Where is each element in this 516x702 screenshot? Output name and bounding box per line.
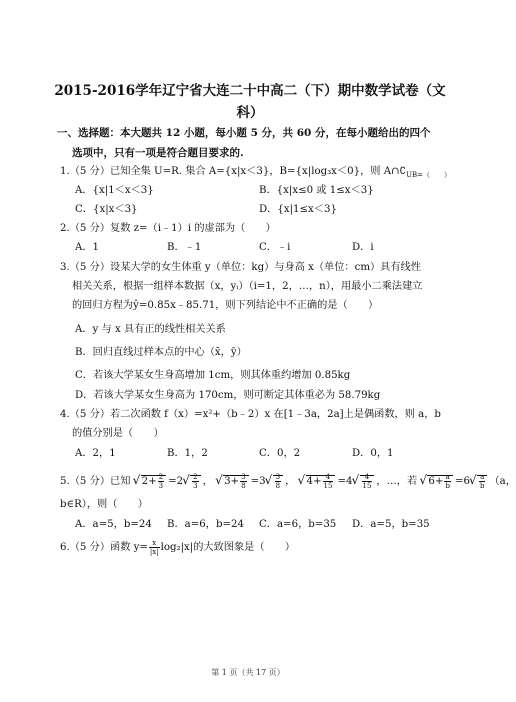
question-6-prefix: 6.（5 分）函数 y= <box>60 542 148 553</box>
question-3-option-c: C．若该大学某女生身高增加 1cm，则其体重约增加 0.85kg <box>75 370 351 381</box>
question-4-stem-line2: 的值分别是（ ） <box>72 428 164 439</box>
radical-expression-8: √ $\frac{a}{b}$ <box>470 471 487 493</box>
question-3-option-a: A．y 与 x 具有正的线性相关关系 <box>75 324 226 335</box>
radical-expression-3: √ 3+ $\frac{3}{8}$ <box>216 471 249 493</box>
question-4-option-c: C．0，2 <box>259 448 301 459</box>
question-4-option-a: A．2，1 <box>75 448 116 459</box>
question-2-option-d: D．i <box>352 242 374 253</box>
section-heading-line1: 一、选择题：本大题共 12 小题，每小题 5 分，共 60 分，在每小题给出的四个 <box>57 127 431 139</box>
question-2-stem: 2.（5 分）复数 z=（i﹣1）i 的虚部为（ ） <box>60 223 276 234</box>
question-2-option-a: A．1 <box>75 242 100 253</box>
question-1-option-d: D．{x|1≤x＜3} <box>259 204 337 215</box>
question-5-suffix: ，…，若 <box>376 476 418 487</box>
question-1-option-b: B．{x|x≤0 或 1≤x＜3} <box>259 185 374 196</box>
question-2-option-b: B．﹣1 <box>167 242 202 253</box>
radical-expression-2: √ $\frac{2}{3}$ <box>183 471 200 493</box>
question-1-text: 1.（5 分）已知全集 U=R. 集合 A={x|x＜3}，B={x|log₃x＜0}，则 A∩∁ <box>60 166 407 177</box>
question-5-option-d: D．a=5，b=35 <box>352 519 430 530</box>
question-5-option-c: C．a=6，b=35 <box>259 519 337 530</box>
question-6-fraction: $\frac{x}{|x|}$ <box>149 538 159 556</box>
question-5-prefix: 5.（5 分）已知 <box>60 476 131 487</box>
radical-expression-6: √ $\frac{4}{15}$ <box>353 471 375 493</box>
question-6-stem <box>60 538 295 558</box>
radical-expression-7: √ 6+ $\frac{a}{b}$ <box>420 471 453 493</box>
radical-expression-4: √ $\frac{3}{8}$ <box>266 471 283 493</box>
question-1-stem <box>60 165 451 182</box>
question-5-stem-line1: 5.（5 分）已知 √ 2+ $\frac{2}{3}$ =2 √ $\frac{2}{3}$ ， √ 3+ $\frac{3}{8}$ =3 √ $\frac{3}{8}$ ， √ 4+ $\frac{4}{15}$ =4 √ $\frac{4}{15}$ ，…，若 √ 6+ $\frac{a}{b}$ =6 √ $\frac{a}{b}$ （a， <box>60 471 516 493</box>
page-footer: 第 1 页（共 17 页） <box>211 668 285 677</box>
question-3-stem-line3: 的回归方程为ŷ=0.85x﹣85.71，则下列结论中不正确的是（ ） <box>72 300 379 311</box>
question-4-option-b: B．1，2 <box>167 448 208 459</box>
question-2-option-c: C．﹣i <box>259 242 291 253</box>
radical-expression-5: √ 4+ $\frac{4}{15}$ <box>299 471 336 493</box>
exam-title-line1: 2015-2016学年辽宁省大连二十中高二（下）期中数学试卷（文 <box>54 83 446 99</box>
question-5-stem-line2: b∈R），则（ ） <box>60 499 148 510</box>
question-3-option-d: D．若该大学某女生身高为 170cm，则可断定其体重必为 58.79kg <box>75 390 381 401</box>
section-heading-line2: 选项中，只有一项是符合题目要求的. <box>72 147 244 159</box>
question-3-stem-line2: 相关关系，根据一组样本数据（x，yᵢ）（i=1，2，…，n），用最小二乘法建立 <box>72 281 423 292</box>
question-6-tail: log₂|x|的大致图象是（ ） <box>160 542 296 553</box>
question-1-option-c: C．{x|x＜3} <box>75 204 138 215</box>
question-4-stem-line1: 4.（5 分）若二次函数 f（x）=x²+（b﹣2）x 在[1﹣3a，2a]上是偶函数，则 a，b <box>60 409 441 420</box>
question-5-option-a: A．a=5，b=24 <box>75 519 152 530</box>
question-3-stem-line1: 3.（5 分）设某大学的女生体重 y（单位：kg）与身高 x（单位：cm）具有线性 <box>60 262 421 273</box>
radical-expression-1: √ 2+ $\frac{2}{3}$ <box>134 471 167 493</box>
question-4-option-d: D．0，1 <box>352 448 394 459</box>
question-3-option-b: B．回归直线过样本点的中心（x̄，ȳ） <box>75 347 247 358</box>
question-5-option-b: B．a=6，b=24 <box>167 519 244 530</box>
question-1-option-a: A．{x|1＜x＜3} <box>75 185 154 196</box>
question-5-end: （a， <box>489 476 516 487</box>
question-1-complement: UB=（ ） <box>406 171 451 180</box>
exam-title-line2: 科） <box>236 105 264 121</box>
